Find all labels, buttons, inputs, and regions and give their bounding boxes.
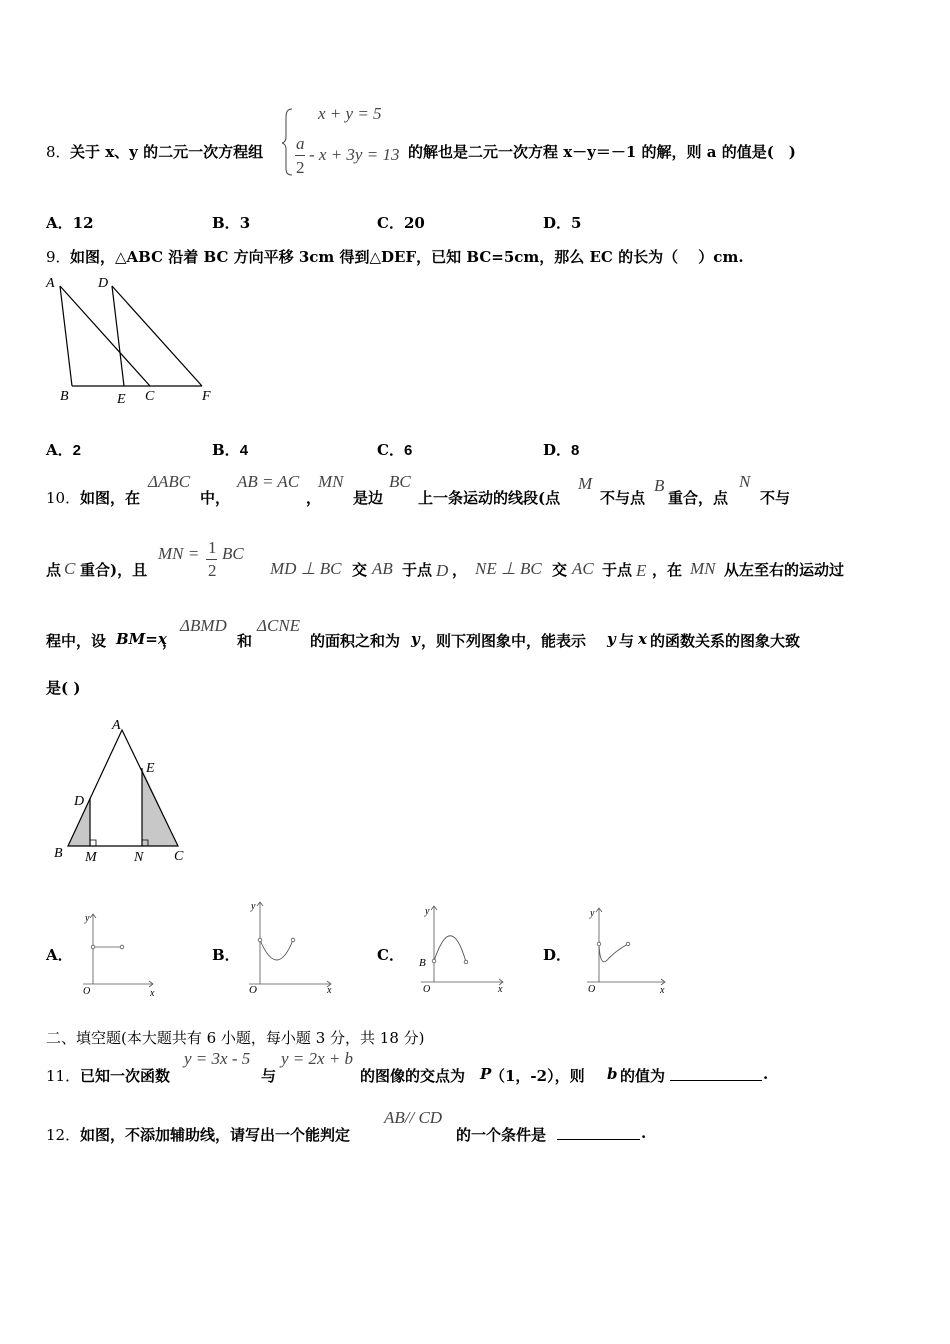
q9-option-d[interactable]: D．8 (543, 441, 580, 459)
q8-text-post: 的解也是二元一次方程 x－y＝－1 的解，则 a 的值是( ) (408, 143, 796, 161)
q9-option-c[interactable]: C．6 (377, 441, 413, 459)
q9-label-b: B (60, 389, 69, 404)
q8-eq2-frac-num: a (296, 134, 305, 153)
q10-l3-e: ，则下列图象中，能表示 (421, 632, 587, 650)
svg-text:O: O (423, 984, 431, 995)
q10-figure (50, 712, 200, 872)
q12-number: 12． (46, 1126, 81, 1144)
q9-label-f: F (202, 389, 211, 404)
q10-fig-label-a: A (112, 718, 121, 733)
q8-option-d[interactable]: D．5 (543, 214, 582, 232)
q10-number: 10． (46, 489, 81, 507)
q10-ne-bc: NE ⊥ BC (475, 559, 542, 578)
q10-mn-eq: MN = (158, 544, 200, 563)
q9-text: 如图，△ABC 沿着 BC 方向平移 3cm 得到△DEF，已知 BC=5cm，那么 EC 的长为（ ）cm. (70, 248, 744, 266)
q10-l2-a: 点 (46, 561, 62, 579)
q10-mn: MN (318, 472, 344, 491)
q10-l3-d: 的面积之和为 (310, 632, 401, 650)
q12-expr: AB// CD (384, 1108, 443, 1127)
svg-text:y: y (425, 906, 430, 917)
q11-end: 的值为 (620, 1067, 666, 1085)
q10-option-c-label[interactable]: C． (377, 946, 404, 964)
q10-comma2: ， (452, 561, 468, 579)
q10-l2-g: ，在 (652, 561, 683, 579)
q10-half-bar (206, 559, 217, 560)
q10-l3-a: 程中，设 (46, 632, 107, 650)
q8-brace (282, 107, 294, 177)
q10-l2-d: 于点 (402, 561, 433, 579)
q10-l4: 是( ) (46, 679, 81, 697)
q8-option-b[interactable]: B．3 (212, 214, 251, 232)
q10-l2-c: 交 (352, 561, 368, 579)
q10-l3-b: ， (162, 632, 178, 650)
q10-l1-e: 不与点 (600, 489, 646, 507)
q10-md-bc: MD ⊥ BC (270, 559, 342, 578)
svg-text:y: y (85, 913, 90, 924)
q8-option-c[interactable]: C．20 (377, 214, 425, 232)
q10-fig-label-m: M (85, 850, 97, 865)
q10-l2-h: 从左至右的运动过 (724, 561, 845, 579)
q10-half-num: 1 (208, 538, 217, 557)
q10-half-den: 2 (208, 561, 217, 580)
q10-d: D (436, 561, 449, 580)
q10-l1-c: 是边 (353, 489, 384, 507)
q11-pre: 已知一次函数 (80, 1067, 171, 1085)
q10-option-c-graph[interactable] (413, 902, 513, 1002)
q10-y2: y (607, 630, 616, 648)
q10-mn2: MN (690, 559, 716, 578)
q11-f2: y = 2x + b (281, 1049, 354, 1068)
q10-option-d-label[interactable]: D． (543, 946, 572, 964)
q10-option-a-graph[interactable] (78, 910, 168, 1000)
q8-text-pre: 关于 x、y 的二元一次方程组 (70, 143, 264, 161)
q10-option-b-graph[interactable] (243, 898, 343, 998)
svg-text:O: O (588, 984, 596, 995)
q12-pre: 如图，不添加辅助线，请写出一个能判定 (80, 1126, 351, 1144)
q9-option-a[interactable]: A．2 (46, 441, 81, 459)
q9-option-b[interactable]: B．4 (212, 441, 249, 459)
svg-text:y: y (251, 901, 256, 912)
q11-answer-blank[interactable] (670, 1066, 762, 1081)
q8-eq1: x + y = 5 (318, 104, 382, 123)
q10-l3-f: 与 (619, 632, 635, 650)
q11-number: 11． (46, 1067, 81, 1085)
q8-number: 8． (46, 143, 71, 161)
q11-dot: . (763, 1065, 769, 1083)
q10-y: y (411, 630, 420, 648)
svg-text:y: y (590, 908, 595, 919)
q9-label-d: D (98, 276, 109, 291)
q10-l1-b: 中， (200, 489, 231, 507)
q11-mid: 与 (261, 1067, 277, 1085)
section2-title: 二、填空题(本大题共有 6 小题，每小题 3 分，共 18 分) (46, 1029, 425, 1047)
q10-tri-cne: ΔCNE (257, 616, 301, 635)
svg-text:x: x (498, 984, 503, 995)
svg-text:x: x (327, 985, 332, 996)
q10-comma: ， (306, 489, 322, 507)
q10-e: E (636, 561, 647, 580)
q12-post: 的一个条件是 (456, 1126, 547, 1144)
q10-l2-f: 于点 (602, 561, 633, 579)
q8-eq2-frac-den: 2 (296, 158, 305, 177)
q10-tri-bmd: ΔBMD (180, 616, 227, 635)
q10-n: N (739, 472, 751, 491)
q9-label-a: A (46, 276, 55, 291)
q10-l1-a: 如图，在 (80, 489, 141, 507)
q10-l1-d: 上一条运动的线段(点 (418, 489, 561, 507)
q10-fig-label-c: C (174, 849, 184, 864)
q10-fig-label-b: B (54, 846, 63, 861)
q10-fig-label-n: N (134, 850, 144, 865)
q10-l2-e: 交 (552, 561, 568, 579)
q10-m: M (578, 474, 593, 493)
q11-p: P (480, 1065, 492, 1083)
svg-text:B: B (419, 957, 426, 969)
q10-option-b-label[interactable]: B． (212, 946, 240, 964)
q9-figure (40, 272, 220, 407)
q10-l2-b: 重合)，且 (80, 561, 148, 579)
q8-eq2-rest: - x + 3y = 13 (309, 145, 400, 164)
svg-text:O: O (249, 984, 257, 996)
q9-label-e: E (117, 392, 126, 407)
svg-text:O: O (83, 986, 91, 997)
q8-option-a[interactable]: A．12 (46, 214, 94, 232)
q10-option-a-label[interactable]: A． (46, 946, 73, 964)
svg-text:x: x (150, 988, 155, 999)
q10-ab-ac: AB = AC (237, 472, 300, 491)
q10-b: B (654, 476, 665, 495)
q10-option-d-graph[interactable] (583, 902, 683, 1002)
q10-l3-g: 的函数关系的图象大致 (650, 632, 801, 650)
q9-number: 9． (46, 248, 71, 266)
q11-f1: y = 3x - 5 (184, 1049, 251, 1068)
q10-ab: AB (372, 559, 393, 578)
q12-dot: . (641, 1124, 647, 1142)
svg-text:x: x (660, 985, 665, 996)
q10-l3-c: 和 (237, 632, 253, 650)
q11-coords: （1，-2），则 (490, 1067, 585, 1085)
q11-post: 的图像的交点为 (360, 1067, 466, 1085)
q10-fig-label-e: E (146, 761, 155, 776)
q8-eq2-frac-bar (295, 155, 305, 156)
q10-tri-abc: ΔABC (148, 472, 191, 491)
q10-ac: AC (572, 559, 594, 578)
q10-fig-label-d: D (74, 794, 85, 809)
q10-l1-g: 不与 (760, 489, 791, 507)
q10-bc: BC (389, 472, 411, 491)
q11-bvar: b (607, 1065, 618, 1083)
q10-bc2: BC (222, 544, 244, 563)
q10-c: C (64, 559, 76, 578)
q12-answer-blank[interactable] (557, 1125, 640, 1140)
q9-label-c: C (145, 389, 155, 404)
q10-bm-x: BM=x (116, 630, 167, 648)
q10-x: x (638, 630, 647, 648)
q10-l1-f: 重合，点 (668, 489, 729, 507)
